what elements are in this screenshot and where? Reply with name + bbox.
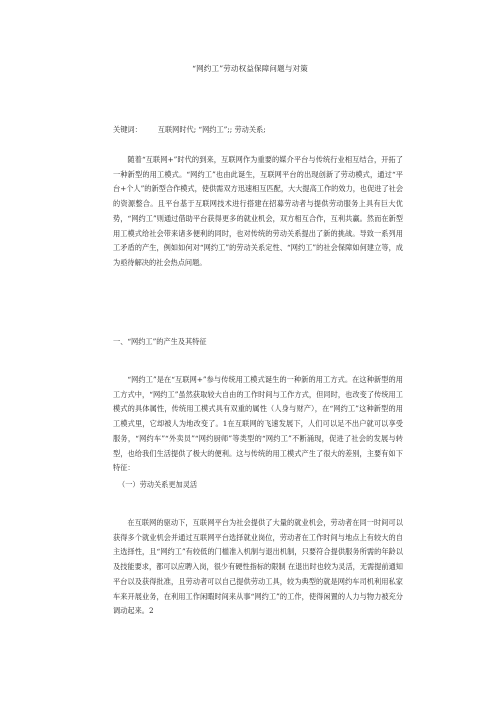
section-1-heading: 一、“网约工”的产生及其特征	[113, 337, 207, 346]
subsection-1-heading: （一）劳动关系更加灵活	[118, 480, 198, 489]
keywords-label: 关键词：	[113, 125, 142, 134]
section-1-paragraph: “网约工”是在“互联网+”参与传统用工模式诞生的一种新的用工方式。在这种新型的用工方式中，“网约工”虽然获取较大自由的工作时间与工作方式，但同时，也改变了传统用工模式的具体属性，传统用工模式具有双重的属性（人身与财产），在“网约工”这种新型的用工模式里，它却被人为地改变了。1在互联网的飞速发展下，人们可以足不出户就可以享受服务，“网约车”“外卖员”“网约厨师”等类型的“网约工”不断涌现，促进了社会的发展与转型，也给我们生活提供了极大的便利。这与传统的用工模式产生了很大的差别，主要有如下特征：	[113, 375, 403, 473]
subsection-1-paragraph: 在互联网的驱动下，互联网平台为社会提供了大量的就业机会，劳动者在同一时间可以获得多个就业机会并通过互联网平台选择就业岗位，劳动者在工作时间与地点上有较大的自主选择性，且“网约工”有较低的门槛准入机制与退出机制，只要符合提供服务所需的年龄以及技能要求，都可以应聘入岗，很少有硬性指标的限制 在退出时也较为灵活，无需提前通知平台以及获得批准，且劳动者可以自己提供劳动工具，较为典型的就是网约车司机利用私家车来开展业务，在利用工作闲暇时间来从事“网约工”的工作，使得闲置的人力与物力被充分调动起来。2	[113, 518, 403, 616]
intro-paragraph: 随着“互联网+”时代的到来，互联网作为重要的媒介平台与传统行业相互结合，开拓了一种新型的用工模式。“网约工”也由此诞生，互联网平台的出现创新了劳动模式，通过“平台+个人”的新型合作模式，使供需双方迅速相互匹配，大大提高工作的效力，也促进了社会的资源整合。且平台基于互联网技术进行搭建在招募劳动者与提供劳动服务上具有巨大优势，“网约工”则通过借助平台获得更多的就业机会，双方相互合作，互利共赢。然而在新型用工模式给社会带来诸多便利的同时，也对传统的劳动关系提出了新的挑战。导致一系列用工矛盾的产生，例如如何对“网约工”的劳动关系定性、“网约工”的社会保障如何建立等，成为亟待解决的社会热点问题。	[113, 155, 404, 267]
keywords-text: 互联网时代; “网约工”;; 劳动关系;	[157, 125, 266, 134]
keywords-line	[113, 125, 266, 135]
document-title: “网约工”劳动权益保障问题与对策	[192, 64, 308, 73]
